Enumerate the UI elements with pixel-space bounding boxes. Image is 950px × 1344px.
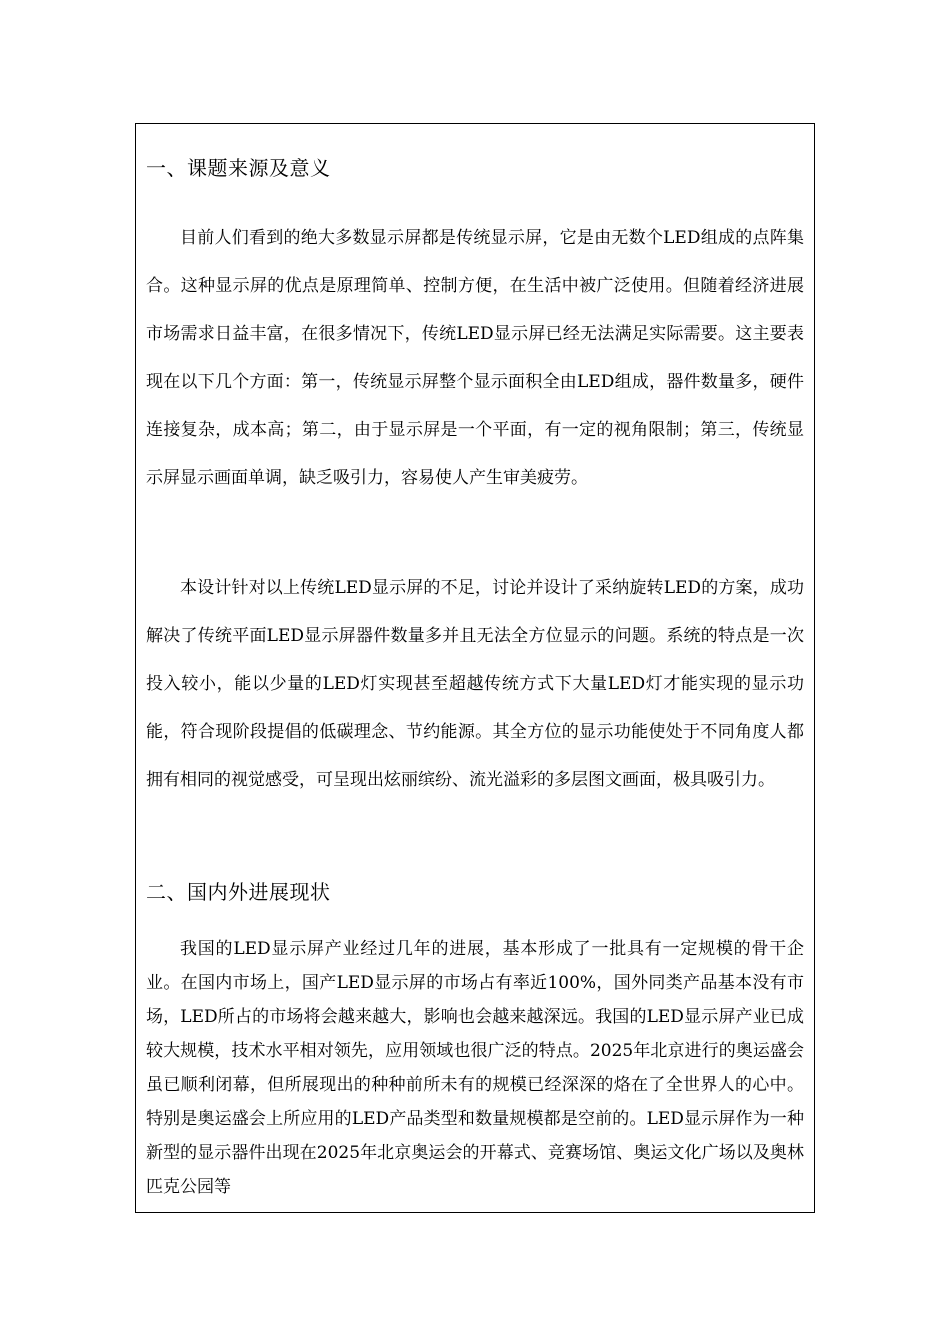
paragraph-design-solution: 本设计针对以上传统LED显示屏的不足，讨论并设计了采纳旋转LED的方案，成功解决了传统平面LED显示屏器件数量多并且无法全方位显示的问题。系统的特点是一次投入较小，能以少量的LED灯实现甚至超越传统方式下大量LED灯才能实现的显示功能，符合现阶段提倡的低碳理念、节约能源。其全方位的显示功能使处于不同角度人都拥有相同的视觉感受，可呈现出炫丽缤纷、流光溢彩的多层图文画面，极具吸引力。 [146, 578, 804, 790]
section-title-development-status: 二、国内外进展现状 [146, 880, 331, 904]
paragraph-domestic-industry: 我国的LED显示屏产业经过几年的进展，基本形成了一批具有一定规模的骨干企业。在国内市场上，国产LED显示屏的市场占有率近100%，国外同类产品基本没有市场，LED所占的市场将会越来越大，影响也会越来越深远。我国的LED显示屏产业已成较大规模，技术水平相对领先，应用领域也很广泛的特点。2025年北京进行的奥运盛会虽已顺利闭幕，但所展现出的种种前所未有的规模已经深深的烙在了全世界人的心中。特别是奥运盛会上所应用的LED产品类型和数量规模都是空前的。LED显示屏作为一种新型的显示器件出现在2025年北京奥运会的开幕式、竞赛场馆、奥运文化广场以及奥林匹克公园等 [146, 939, 804, 1197]
document-frame [135, 123, 815, 1213]
section-title-topic-source: 一、课题来源及意义 [146, 156, 331, 180]
paragraph-traditional-display: 目前人们看到的绝大多数显示屏都是传统显示屏，它是由无数个LED组成的点阵集合。这种显示屏的优点是原理简单、控制方便，在生活中被广泛使用。但随着经济进展市场需求日益丰富，在很多情况下，传统LED显示屏已经无法满足实际需要。这主要表现在以下几个方面：第一，传统显示屏整个显示面积全由LED组成，器件数量多，硬件连接复杂，成本高；第二，由于显示屏是一个平面，有一定的视角限制；第三，传统显示屏显示画面单调，缺乏吸引力，容易使人产生审美疲劳。 [146, 228, 804, 488]
